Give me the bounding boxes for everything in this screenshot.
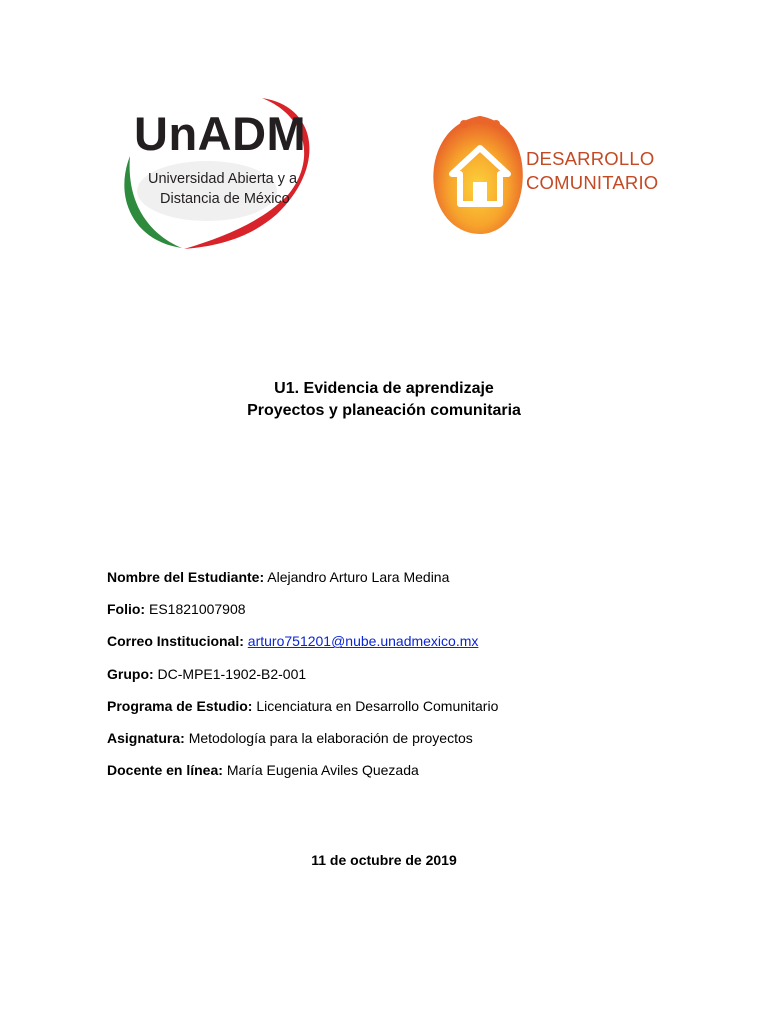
program-label: Programa de Estudio: <box>107 697 253 714</box>
unadm-logo <box>112 96 322 251</box>
student-label: Nombre del Estudiante: <box>107 569 265 585</box>
unadm-subtitle-line2: Distancia de México <box>160 191 290 207</box>
info-row-program <box>107 697 707 729</box>
info-row-student <box>107 568 707 600</box>
group-value: DC-MPE1-1902-B2-001 <box>157 665 307 682</box>
info-row-group <box>107 665 707 697</box>
title-line-1: U1. Evidencia de aprendizaje <box>274 380 494 397</box>
info-row-teacher <box>107 761 707 793</box>
info-row-folio <box>107 600 707 632</box>
document-title <box>0 378 768 422</box>
info-row-email <box>107 632 707 664</box>
group-label: Grupo: <box>107 665 154 682</box>
teacher-label: Docente en línea: <box>107 762 223 779</box>
unadm-subtitle-line1: Universidad Abierta y a <box>148 171 298 187</box>
teacher-value: María Eugenia Aviles Quezada <box>226 762 419 779</box>
title-line-2: Proyectos y planeación comunitaria <box>247 402 521 419</box>
info-row-subject <box>107 729 707 761</box>
logo-word-comunitario: COMUNITARIO <box>526 172 659 193</box>
unadm-name: UnADM <box>134 107 307 160</box>
document-date: 11 de octubre de 2019 <box>311 852 457 868</box>
program-value: Licenciatura en Desarrollo Comunitario <box>256 697 499 714</box>
logo-word-desarrollo: DESARROLLO <box>526 148 655 169</box>
folio-label: Folio: <box>107 601 146 618</box>
house-emblem-icon <box>430 112 530 237</box>
subject-label: Asignatura: <box>107 729 185 746</box>
student-value: Alejandro Arturo Lara Medina <box>267 569 450 585</box>
folio-value: ES1821007908 <box>149 601 246 618</box>
desarrollo-comunitario-logo <box>430 112 670 237</box>
email-link[interactable]: arturo751201@nube.unadmexico.mx <box>247 633 479 650</box>
subject-value: Metodología para la elaboración de proyectos <box>188 729 473 746</box>
student-info <box>107 568 707 793</box>
email-label: Correo Institucional: <box>107 633 244 650</box>
